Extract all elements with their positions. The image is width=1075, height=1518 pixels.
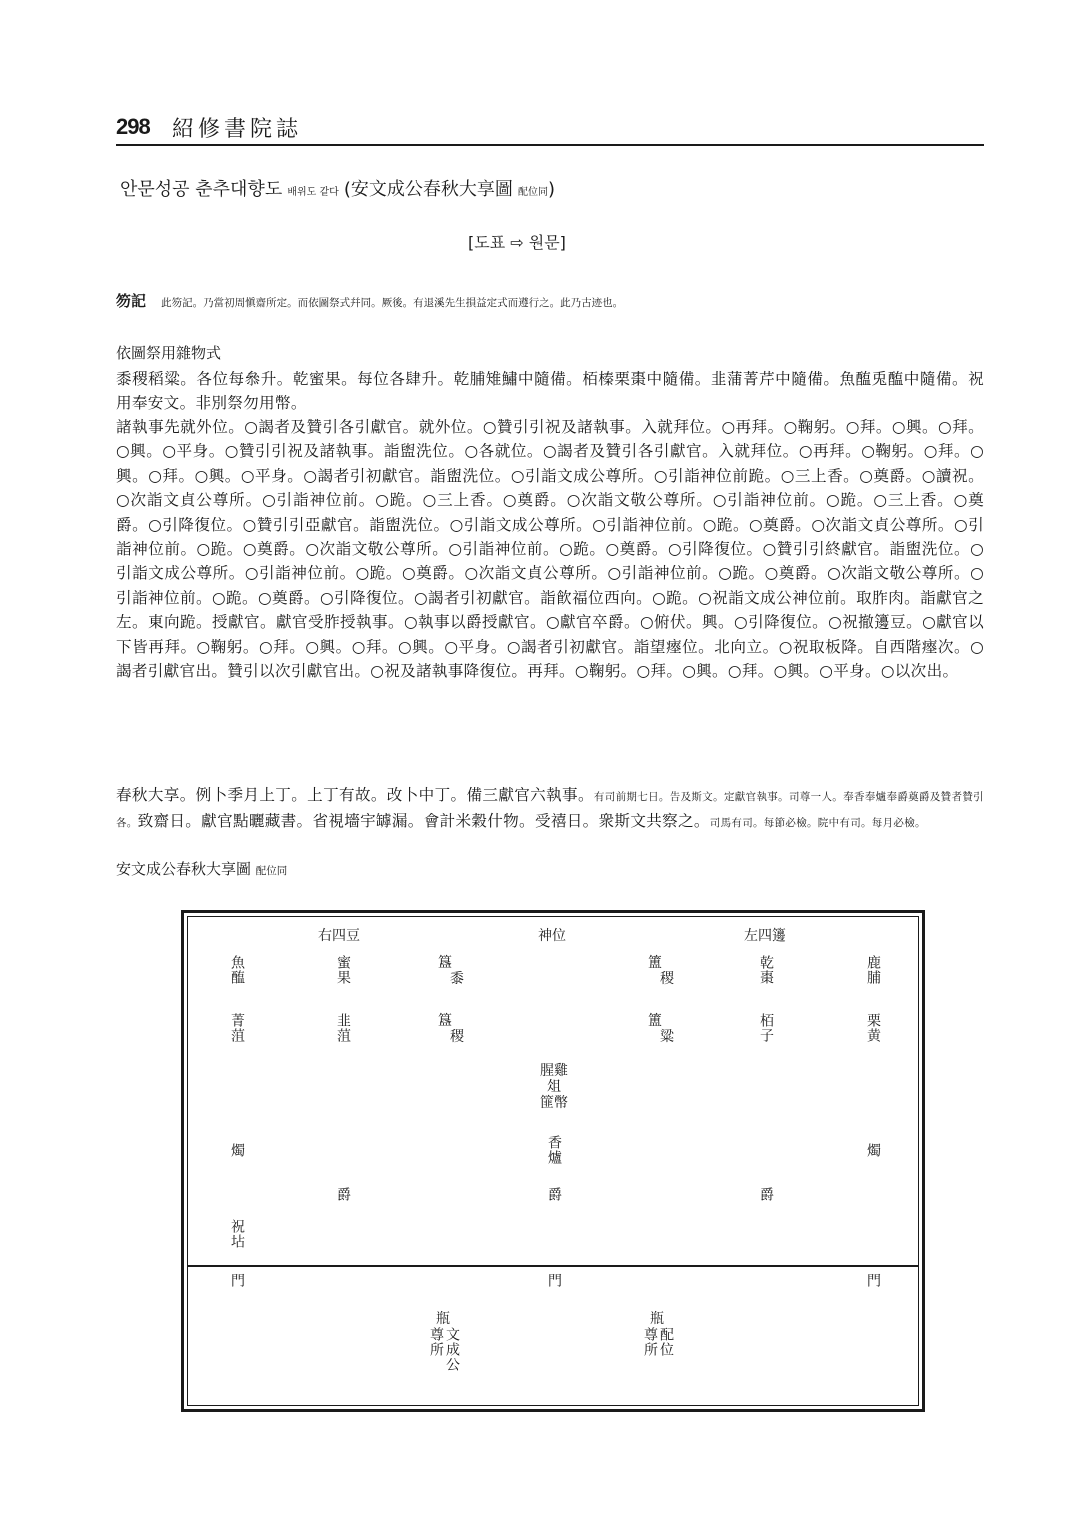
vessel-assoc-name: 配位 xyxy=(658,1327,674,1357)
incense-burner: 香爐 xyxy=(546,1135,562,1165)
figure-title-hanja-note: 配位同 xyxy=(518,187,549,198)
prayer-stand: 祝坫 xyxy=(229,1219,245,1249)
offering-bo-millet xyxy=(648,955,674,987)
vessel-main-name: 文成公 xyxy=(444,1327,460,1372)
header-rule xyxy=(116,144,984,146)
ritual-layout-diagram xyxy=(181,910,925,1412)
season-note-1: 有司前期七日。告及斯文。定獻官執事。司尊一人。奉香奉爐奉爵奠爵及贊者贊引各。 xyxy=(116,791,984,830)
grain-char: 粱 xyxy=(660,1029,674,1045)
wine-cup: 爵 xyxy=(546,1187,562,1202)
diagram-caption-note: 配位同 xyxy=(255,865,288,877)
vessel-char: 簠 xyxy=(648,1013,662,1029)
vessel-main-place: 尊所 xyxy=(428,1327,444,1357)
grain-char: 稷 xyxy=(660,971,674,987)
vessel-char: 簠 xyxy=(648,955,662,971)
book-title: 紹修書院誌 xyxy=(172,117,303,142)
section-heading: 依圖祭用雜物式 xyxy=(116,344,222,362)
offering-gwe-sorghum xyxy=(438,1013,464,1045)
center-offerings xyxy=(538,1063,570,1111)
grain-char: 黍 xyxy=(450,971,464,987)
paragraph-items: 黍稷稻粱。各位每叅升。乾蜜果。每位各肆升。乾脯雉鱐中隨備。栢榛栗棗中隨備。韭蒲菁芹中隨備。魚醢兎醢中隨備。祝用奉安文。非別祭勿用幣。 xyxy=(116,370,984,413)
figure-title-korean: 안문성공 춘추대향도 xyxy=(120,179,283,200)
wine-cup: 爵 xyxy=(758,1187,774,1202)
offering-leek-pickle: 韭菹 xyxy=(335,1013,351,1043)
left-group-label: 左四籩 xyxy=(744,928,786,944)
figure-title-hanja: (安文成公春秋大享圖 xyxy=(343,179,513,200)
vessel-char: 簋 xyxy=(438,955,452,971)
vessel-bottle-char: 瓶 xyxy=(436,1311,450,1327)
gate: 門 xyxy=(546,1273,562,1288)
candle-right: 燭 xyxy=(865,1143,881,1158)
diagram-caption xyxy=(116,858,287,879)
memo-line xyxy=(116,290,623,311)
vessel-assoc-place: 尊所 xyxy=(642,1327,658,1357)
raw-chicken: 腥雞 xyxy=(540,1063,568,1079)
memo-label: 笏記 xyxy=(116,292,147,310)
offering-chestnuts: 栗黄 xyxy=(865,1013,881,1043)
offering-honey-fruit: 蜜果 xyxy=(335,955,351,985)
offering-bo-sorghum xyxy=(648,1013,674,1045)
altar-stand: 俎 xyxy=(547,1079,561,1095)
gate: 門 xyxy=(229,1273,245,1288)
page-number: 298 xyxy=(116,114,150,139)
figure-title-korean-note: 배위도 같다 xyxy=(287,187,339,198)
grain-char: 稷 xyxy=(450,1029,464,1045)
center-label: 神位 xyxy=(538,928,566,944)
offering-pine-nuts: 栢子 xyxy=(758,1013,774,1043)
paragraph-season xyxy=(116,783,984,836)
right-group-label: 右四豆 xyxy=(318,928,360,944)
vessel-assoc-shrine xyxy=(642,1311,664,1327)
diagram-inner-frame xyxy=(187,916,919,1406)
offering-radish-pickle: 菁菹 xyxy=(229,1013,245,1043)
vessel-char: 簋 xyxy=(438,1013,452,1029)
vessel-bottle-char: 瓶 xyxy=(650,1311,664,1327)
offering-fish-sauce: 魚醢 xyxy=(229,955,245,985)
offering-gwe-millet xyxy=(438,955,464,987)
figure-to-original-link[interactable]: [도표 ⇨ 원문] xyxy=(468,233,566,252)
silk-basket: 篚幣 xyxy=(540,1095,568,1111)
gate: 門 xyxy=(865,1273,881,1288)
vessel-main-shrine xyxy=(428,1311,450,1327)
offering-dried-dates: 乾棗 xyxy=(758,955,774,985)
diagram-divider xyxy=(188,1265,918,1267)
figure-title-close: ) xyxy=(548,179,556,200)
candle-left: 燭 xyxy=(229,1143,245,1158)
season-main-2: 致齋日。獻官點曬藏書。省視墻宇罅漏。會計米穀什物。受禧日。衆斯文共察之。 xyxy=(137,812,710,831)
wine-cup: 爵 xyxy=(335,1187,351,1202)
offering-deer-jerky: 鹿脯 xyxy=(865,955,881,985)
season-note-2: 司馬有司。每節必檢。院中有司。每月必檢。 xyxy=(709,817,926,830)
memo-text: 此笏記。乃當初周愼齋所定。而依圖祭式幷同。厥後。有退溪先生損益定式而遵行之。此乃古迹也。 xyxy=(161,297,624,309)
diagram-caption-title: 安文成公春秋大享圖 xyxy=(116,860,252,878)
figure-title xyxy=(120,175,555,201)
season-main-1: 春秋大享。例卜季月上丁。上丁有故。改卜中丁。備三獻官六執事。 xyxy=(116,786,594,804)
page-header xyxy=(116,112,984,146)
paragraph-ritual: 諸執事先就外位。○謁者及贊引各引獻官。就外位。○贊引引祝及諸執事。入就拜位。○再拜。○鞠躬。○拜。○興。○拜。○興。○平身。○贊引引祝及諸執事。詣盥洗位。○各就位。○謁者及贊引各引獻官。入就拜位。○再拜。○鞠躬。○拜。○興。○拜。○興。○平身。○謁者引初獻官。詣盥洗位。○引詣文成公尊所。○引詣神位前跪。○三上香。○奠爵。○讀祝。○次詣文貞公尊所。○引詣神位前。○跪。○三上香。○奠爵。○次詣文敬公尊所。○引詣神位前。○跪。○三上香。○奠爵。○引降復位。○贊引引亞獻官。詣盥洗位。○引詣文成公尊所。○引詣神位前。○跪。○奠爵。○次詣文貞公尊所。○引詣神位前。○跪。○奠爵。○次詣文敬公尊所。○引詣神位前。○跪。○奠爵。○引降復位。○贊引引終獻官。詣盥洗位。○引詣文成公尊所。○引詣神位前。○跪。○奠爵。○次詣文貞公尊所。○引詣神位前。○跪。○奠爵。○次詣文敬公尊所。○引詣神位前。○跪。○奠爵。○引降復位。○謁者引初獻官。詣飮福位西向。○跪。○祝詣文成公神位前。取胙肉。詣獻官之左。東向跪。授獻官。獻官受胙授執事。○執事以爵授獻官。○獻官卒爵。○俯伏。興。○引降復位。○祝撤籩豆。○獻官以下皆再拜。○鞠躬。○拜。○興。○拜。○興。○平身。○謁者引初獻官。詣望瘞位。北向立。○祝取板降。自西階瘞次。○謁者引獻官出。贊引以次引獻官出。○祝及諸執事降復位。再拜。○鞠躬。○拜。○興。○拜。○興。○平身。○以次出。 xyxy=(116,418,984,681)
